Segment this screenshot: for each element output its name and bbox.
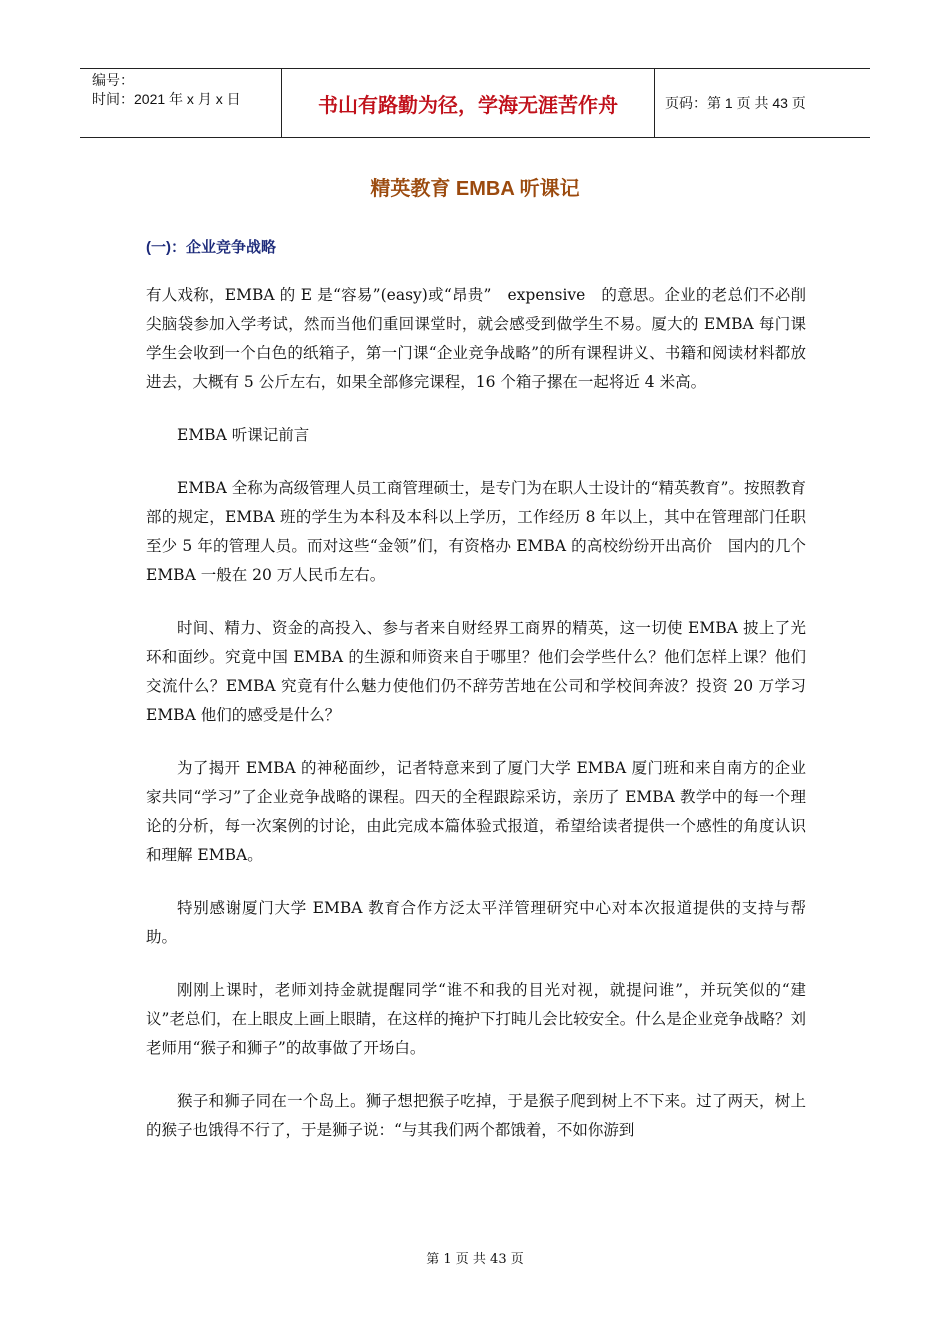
page-footer: 第 1 页 共 43 页 — [426, 1252, 524, 1267]
paragraph: 刚刚上课时，老师刘持金就提醒同学“谁不和我的目光对视，就提问谁”，并玩笑似的“建议”老总们，在上眼皮上画上眼睛，在这样的掩护下打盹儿会比较安全。什么是企业竞争战略？刘老师用“猴子和狮子”的故事做了开场白。 — [146, 981, 806, 1057]
paragraph: 为了揭开 EMBA 的神秘面纱，记者特意来到了厦门大学 EMBA 厦门班和来自南方的企业家共同“学习”了企业竞争战略的课程。四天的全程跟踪采访，亲历了 EMBA 教学中的每一个理论的分析，每一次案例的讨论，由此完成本篇体验式报道，希望给读者提供一个感性的角度认识和理解 EMBA。 — [146, 759, 806, 864]
paragraph: 猴子和狮子同在一个岛上。狮子想把猴子吃掉，于是猴子爬到树上不下来。过了两天，树上的猴子也饿得不行了，于是狮子说：“与其我们两个都饿着，不如你游到 — [146, 1092, 806, 1139]
paragraph: 时间、精力、资金的高投入、参与者来自财经界工商界的精英，这一切使 EMBA 披上了光环和面纱。究竟中国 EMBA 的生源和师资来自于哪里？他们会学些什么？他们怎样上课？他们交流什么？EMBA 究竟有什么魅力使他们仍不辞劳苦地在公司和学校间奔波？投资 20 万学习 EMBA 他们的感受是什么？ — [146, 619, 806, 724]
subheading-paragraph: EMBA 听课记前言 — [177, 426, 310, 444]
paragraph: 特别感谢厦门大学 EMBA 教育合作方泛太平洋管理研究中心对本次报道提供的支持与帮助。 — [146, 899, 806, 946]
page-header — [80, 68, 870, 138]
document-date: 时间：2021 年 x 月 x 日 — [92, 91, 241, 107]
header-meta — [80, 69, 282, 137]
header-page-info: 页码：第 1 页 共 43 页 — [665, 95, 806, 111]
paragraph: EMBA 全称为高级管理人员工商管理硕士，是专门为在职人士设计的“精英教育”。按照教育部的规定，EMBA 班的学生为本科及本科以上学历，工作经历 8 年以上，其中在管理部门任职至少 5 年的管理人员。而对这些“金领”们，有资格办 EMBA 的高校纷纷开出高价 国内的几个 EMBA 一般在 20 万人民币左右。 — [146, 479, 806, 584]
header-motto: 书山有路勤为径，学海无涯苦作舟 — [282, 69, 655, 137]
document-number-label: 编号： — [92, 72, 134, 88]
document-title: 精英教育 EMBA 听课记 — [370, 178, 580, 200]
document-body — [146, 281, 806, 1169]
section-heading: (一)：企业竞争战略 — [146, 239, 276, 256]
paragraph: 有人戏称，EMBA 的 E 是“容易”(easy)或“昂贵” expensive 的意思。企业的老总们不必削尖脑袋参加入学考试，然而当他们重回课堂时，就会感受到做学生不易。厦大的 EMBA 每门课学生会收到一个白色的纸箱子，第一门课“企业竞争战略”的所有课程讲义、书籍和阅读材料都放进去，大概有 5 公斤左右，如果全部修完课程，16 个箱子摞在一起将近 4 米高。 — [146, 286, 806, 391]
